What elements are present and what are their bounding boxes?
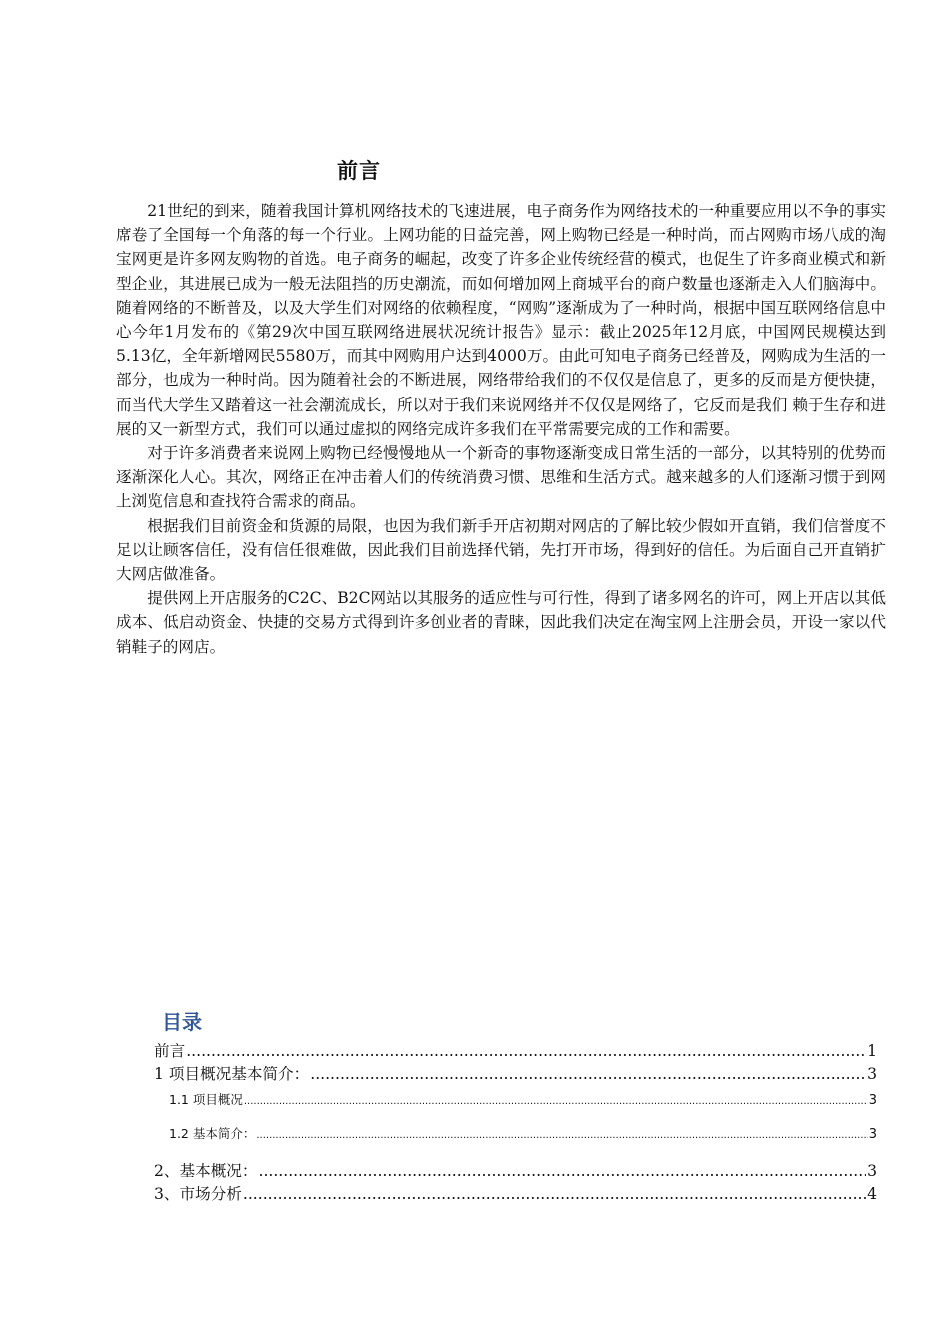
toc-leader-dots	[256, 1118, 867, 1154]
toc-page-number: 3	[868, 1127, 877, 1142]
toc-entry-label: 1.2 基本简介：	[169, 1126, 256, 1141]
toc-page-number: 3	[867, 1162, 877, 1180]
toc-leader-dots	[244, 1086, 868, 1118]
toc-entry[interactable]	[154, 1160, 877, 1183]
preface-body	[116, 199, 886, 659]
toc-leader-dots	[310, 1063, 866, 1086]
toc-entry[interactable]	[154, 1040, 877, 1063]
toc-entry[interactable]	[154, 1116, 877, 1152]
toc-leader-dots	[258, 1160, 866, 1183]
toc-entry-label: 前言	[154, 1042, 186, 1060]
toc-page-number: 1	[867, 1042, 877, 1060]
toc-leader-dots	[243, 1183, 866, 1206]
toc-page-number: 3	[867, 1065, 877, 1083]
toc-page-number: 4	[867, 1185, 877, 1203]
paragraph: 对于许多消费者来说网上购物已经慢慢地从一个新奇的事物逐渐变成日常生活的一部分，以其特别的优势而逐渐深化人心。其次，网络正在冲击着人们的传统消费习惯、思维和生活方式。越来越多的人们逐渐习惯于到网上浏览信息和查找符合需求的商品。	[116, 444, 886, 511]
toc-entry[interactable]	[154, 1084, 877, 1116]
toc-heading: 目录	[162, 1010, 202, 1034]
table-of-contents	[154, 1040, 877, 1206]
toc-leader-dots	[186, 1040, 866, 1063]
toc-entry-label: 2、基本概况：	[154, 1162, 258, 1180]
toc-entry-label: 1 项目概况基本简介：	[154, 1065, 310, 1083]
toc-page-number: 3	[868, 1093, 877, 1108]
page-title: 前言	[337, 159, 381, 183]
toc-entry[interactable]	[154, 1183, 877, 1206]
paragraph: 21世纪的到来，随着我国计算机网络技术的飞速进展，电子商务作为网络技术的一种重要应用以不争的事实席卷了全国每一个角落的每一个行业。上网功能的日益完善，网上购物已经是一种时尚，而占网购市场八成的淘宝网更是许多网友购物的首选。电子商务的崛起，改变了许多企业传统经营的模式，也促生了许多商业模式和新型企业，其进展已成为一般无法阻挡的历史潮流，而如何增加网上商城平台的商户数量也逐渐走入人们脑海中。随着网络的不断普及，以及大学生们对网络的依赖程度，“网购”逐渐成为了一种时尚，根据中国互联网络信息中心今年1月发布的《第29次中国互联网络进展状况统计报告》显示：截止2025年12月底，中国网民规模达到5.13亿，全年新增网民5580万，而其中网购用户达到4000万。由此可知电子商务已经普及，网购成为生活的一部分，也成为一种时尚。因为随着社会的不断进展，网络带给我们的不仅仅是信息了，更多的反而是方便快捷，而当代大学生又踏着这一社会潮流成长，所以对于我们来说网络并不仅仅是网络了，它反而是我们 赖于生存和进展的又一新型方式，我们可以通过虚拟的网络完成许多我们在平常需要完成的工作和需要。	[116, 202, 886, 438]
paragraph: 提供网上开店服务的C2C、B2C网站以其服务的适应性与可行性，得到了诸多网名的许可，网上开店以其低成本、低启动资金、快捷的交易方式得到许多创业者的青睐，因此我们决定在淘宝网上注册会员，开设一家以代销鞋子的网店。	[116, 589, 886, 656]
toc-entry-label: 3、市场分析	[154, 1185, 242, 1203]
toc-entry-label: 1.1 项目概况	[169, 1092, 243, 1107]
paragraph: 根据我们目前资金和货源的局限，也因为我们新手开店初期对网店的了解比较少假如开直销，我们信誉度不足以让顾客信任，没有信任很难做，因此我们目前选择代销，先打开市场，得到好的信任。为后面自己开直销扩大网店做准备。	[116, 516, 886, 584]
toc-entry[interactable]	[154, 1063, 877, 1086]
